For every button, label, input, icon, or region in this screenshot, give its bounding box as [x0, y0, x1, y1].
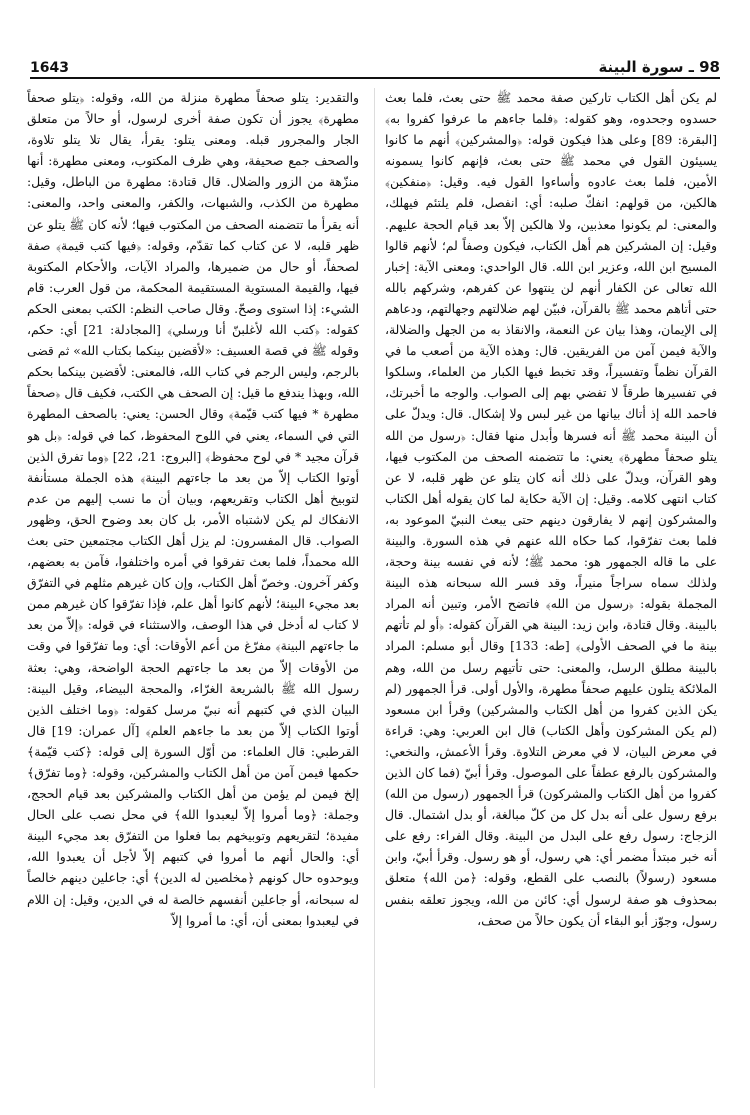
- right-column-text: لم يكن أهل الكتاب تاركين صفة محمد ﷺ حتى بعث، فلما بعث حسدوه وجحدوه، وهو كقوله: ﴿فلما جاءهم ما عرفوا كفروا به﴾ [البقرة: 89] وعلى هذا فيكون قوله: ﴿والمشركين﴾ أنهم ما كانوا يسيئون القول في محمد ﷺ حتى بعث، فإنهم كانوا يسمونه الأمين، فلما بعث عادوه وأساءوا القول فيه. وقيل: ﴿منفكين﴾ هالكين، من قولهم: انفكّ صلبه: أي: انفصل، فلم يلتئم فيهلك، والمعنى: لم يكونوا معذبين، ولا هالكين إلاّ بعد قيام الحجة عليهم. وقيل: إن المشركين هم أهل الكتاب، فيكون وصفاً لم؛ لأنهم قالوا المسيح ابن الله، وعزير ابن الله. قال الواحدي: ومعنى الآية: إخبار الله تعالى عن الكفار أنهم لن ينتهوا عن كفرهم، وشركهم بالله حتى أتاهم محمد ﷺ بالقرآن، فبيّن لهم ضلالتهم وجهالتهم، ودعاهم إلى الإيمان، وهذا بيان عن النعمة، والانقاذ به من الجهل والضلالة، والآية فيمن آمن من الفريقين. قال: وهذه الآية من أصعب ما في القرآن نظماً وتفسيراً، وقد تخبط فيها الكبار من العلماء، وسلكوا في تفسيرها طرقاً لا تفضي بهم إلى الصواب. والوجه ما أخبرتك، فاحمد الله إذ أتاك بيانها من غير لبس ولا إشكال. قال: ويدلّ على أن البينة محمد ﷺ أنه فسرها وأبدل منها فقال: ﴿رسول من الله يتلو صحفاً مطهرة﴾ يعني: ما تتضمنه الصحف من المكتوب فيها، وهو القرآن، ويدلّ على ذلك أنه كان يتلو عن ظهر قلبه، لا عن كتاب انتهى كلامه. وقيل: إن الآية حكاية لما كان يقوله أهل الكتاب والمشركون إنهم لا يفارقون دينهم حتى يبعث النبيّ الموعود به، فلما بعث تفرّقوا، كما حكاه الله عنهم في هذه السورة. والبينة على ما قاله الجمهور هو: محمد ﷺ؛ لأنه في نفسه بينة وحجة، ولذلك سماه سراجاً منيراً، وقد فسر الله سبحانه هذه البينة المجملة بقوله: ﴿رسول من الله﴾ فاتضح الأمر، وتبين أنه المراد بالبينة. وقال قتادة، وابن زيد: البينة هي القرآن كقوله: ﴿أو لم تأتهم بينة ما في الصحف الأولى﴾ [طه: 133] وقال أبو مسلم: المراد بالبينة مطلق الرسل، والمعنى: حتى تأتيهم رسل من الله، وهم الملائكة يتلون عليهم صحفاً مطهرة، والأول أولى. قرأ الجمهور (لم يكن الذين كفروا من أهل الكتاب والمشركين) وقرأ ابن مسعود (لم يكن المشركون وأهل الكتاب) قال ابن العربي: وهي: قراءة في معرض البيان، لا في معرض التلاوة. وقرأ الأعمش، والنخعي: والمشركون بالرفع عطفاً على الموصول. وقرأ أبيّ (فما كان الذين كفروا من أهل الكتاب والمشركون) قرأ الجمهور (رسول من الله) برفع رسول على أنه بدل كل من كلّ مبالغة، أو بدل اشتمال. قال الزجاج: رسول رفع على البدل من البينة. وقال الفراء: رفع على أنه خبر مبتدأ مضمر أي: هي رسول، أو هو رسول. وقرأ أبيّ، وابن مسعود (رسولاً) بالنصب على القطع، وقوله: ﴿من الله﴾ متعلق بمحذوف هو صفة لرسول أي: كائن من الله، ويجوز تعلقه بنفس رسول، وجوّز أبو البقاء أن يكون حالاً من صحف،: [385, 91, 717, 928]
- left-column-text: والتقدير: يتلو صحفاً مطهرة منزلة من الله، وقوله: ﴿يتلو صحفاً مطهرة﴾ يجوز أن تكون صفة أخرى لرسول، أو حالاً من متعلق الجار والمجرور قبله. ومعنى يتلو: يقرأ، يقال تلا يتلو تلاوة، والصحف جمع صحيفة، وهي ظرف المكتوب، ومعنى مطهرة: أنها منزّهة من الزور والضلال. قال قتادة: مطهرة من الباطل، وقيل: مطهرة من الكذب، والشبهات، والكفر، والمعنى واحد، والمعنى: أنه يقرأ ما تتضمنه الصحف من المكتوب فيها؛ لأنه كان ﷺ يتلو عن ظهر قلبه، لا عن كتاب كما تقدّم، وقوله: ﴿فيها كتب قيمة﴾ صفة لصحفاً، أو حال من ضميرها، والمراد الآيات، والأحكام المكتوبة فيها، والقيمة المستوية المستقيمة المحكمة، من قول العرب: قام الشيء: إذا استوى وصحّ. وقال صاحب النظم: الكتب بمعنى الحكم كقوله: ﴿كتب الله لأغلبنّ أنا ورسلي﴾ [المجادلة: 21] أي: حكم، وقوله ﷺ في قصة العسيف: «لأقضين بينكما بكتاب الله» ثم قضى بالرجم، وليس الرجم في كتاب الله، فالمعنى: لأقضين بينكما بحكم الله، وبهذا يندفع ما قيل: إن الصحف هي الكتب، فكيف قال ﴿صحفاً مطهرة * فيها كتب قيّمة﴾ وقال الحسن: يعني: بالصحف المطهرة التي في السماء، يعني في اللوح المحفوظ، كما في قوله: ﴿بل هو قرآن مجيد * في لوح محفوظ﴾ [البروج: 21، 22] ﴿وما تفرق الذين أوتوا الكتاب إلاّ من بعد ما جاءتهم البينة﴾ هذه الجملة مستأنفة لتوبيخ أهل الكتاب وتقريعهم، وبيان أن ما نسب إليهم من عدم الانفكاك لم يكن لاشتباه الأمر، بل كان بعد وضوح الحق، وظهور الصواب. قال المفسرون: لم يزل أهل الكتاب مجتمعين حتى بعث الله محمداً، فلما بعث تفرقوا في أمره واختلفوا، فآمن به بعضهم، وكفر آخرون. وخصّ أهل الكتاب، وإن كان غيرهم مثلهم في التفرّق بعد مجيء البينة؛ لأنهم كانوا أهل علم، فإذا تفرّقوا كان غيرهم ممن لا كتاب له أدخل في هذا الوصف، والاستثناء في قوله: ﴿إلاّ من بعد ما جاءتهم البينة﴾ مفرّغ من أعم الأوقات: أي: وما تفرّقوا في وقت من الأوقات إلاّ من بعد ما جاءتهم الحجة الواضحة، وهي: بعثة رسول الله ﷺ بالشريعة الغرّاء، والمحجة البيضاء، وقيل البينة: البيان الذي في كتبهم أنه نبيّ مرسل كقوله: ﴿وما اختلف الذين أوتوا الكتاب إلاّ من بعد ما جاءهم العلم﴾ [آل عمران: 19] قال القرطبي: قال العلماء: من أوّل السورة إلى قوله: ﴿كتب قيّمة﴾ حكمها فيمن آمن من أهل الكتاب والمشركين، وقوله: ﴿وما تفرّق﴾ إلخ فيمن لم يؤمن من أهل الكتاب والمشركين بعد قيام الحجج، وجملة: ﴿وما أمروا إلاّ ليعبدوا الله﴾ في محل نصب على الحال مفيدة؛ لتقريعهم وتوبيخهم بما فعلوا من التفرّق بعد مجيء البينة أي: والحال أنهم ما أمروا في كتبهم إلاّ لأجل أن يعبدوا الله، ويوحدوه حال كونهم ﴿مخلصين له الدين﴾ أي: جاعلين دينهم خالصاً له سبحانه، أو جاعلين أنفسهم خالصة له في الدين، وقيل: إن اللام في ليعبدوا بمعنى أن، أي: ما أمروا إلاّ: [27, 91, 359, 928]
- surah-title: 98 ـ سورة البينة: [598, 58, 720, 76]
- page-number: 1643: [30, 60, 69, 76]
- right-column: [385, 88, 717, 1088]
- page-header: [30, 50, 720, 76]
- header-rule: [30, 77, 720, 79]
- column-divider: [374, 88, 375, 1088]
- left-column: [27, 88, 359, 1088]
